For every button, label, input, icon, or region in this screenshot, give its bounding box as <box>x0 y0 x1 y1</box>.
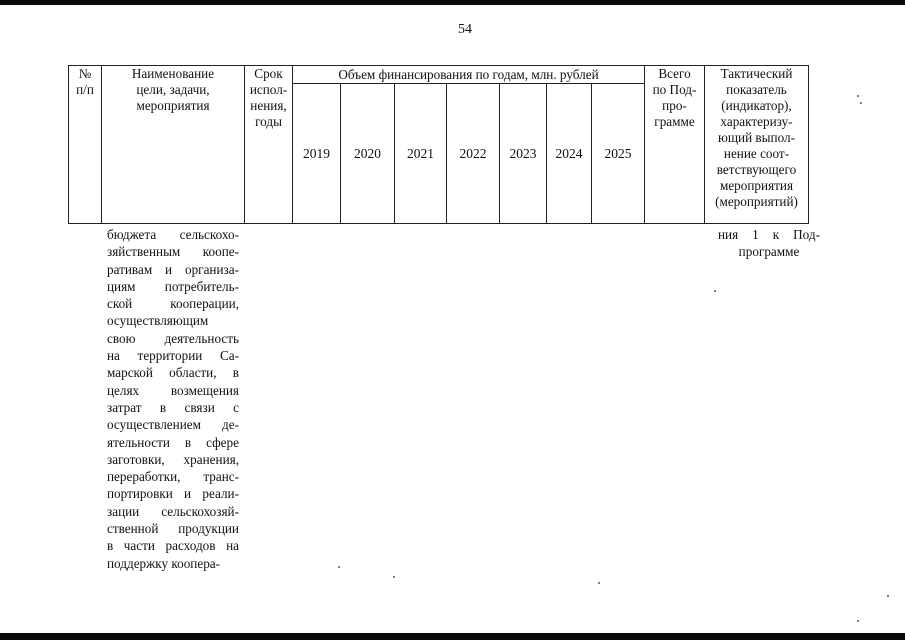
header-number: № п/п <box>69 66 102 224</box>
year-2020: 2020 <box>341 84 395 224</box>
scan-speck <box>714 290 716 292</box>
header-indicator: Тактический показатель (индикатор), характеризу- ющий выпол- нение соот- ветствующего мероприятия (мероприятий) <box>705 66 809 224</box>
scan-speck <box>857 620 859 622</box>
scan-speck <box>393 576 395 578</box>
bottom-border-bar <box>0 633 905 640</box>
header-total: Всего по Под- про- грамме <box>645 66 705 224</box>
year-2023: 2023 <box>500 84 547 224</box>
scan-speck <box>860 102 862 104</box>
program-table-header <box>68 65 809 224</box>
year-2022: 2022 <box>447 84 500 224</box>
header-funding-title: Объем финансирования по годам, млн. рублей <box>293 66 645 84</box>
scan-speck <box>598 582 600 584</box>
year-2019: 2019 <box>293 84 341 224</box>
scan-speck <box>887 595 889 597</box>
header-name: Наименование цели, задачи, мероприятия <box>102 66 245 224</box>
top-border-bar <box>0 0 905 5</box>
year-2025: 2025 <box>592 84 645 224</box>
year-2021: 2021 <box>395 84 447 224</box>
year-2024: 2024 <box>547 84 592 224</box>
page-number: 54 <box>458 22 472 37</box>
indicator-reference-continued: ния 1 к Под- программе <box>718 227 820 260</box>
scan-speck <box>857 95 859 97</box>
header-term: Срок испол- нения, годы <box>245 66 293 224</box>
measure-description-continued: бюджета сельскохо- зяйственным коопе- ративам и организа- циям потребитель- ской кооперации, осуществляющим свою деятельность на территории Са- марской области, в целях возмещения затрат в связи с осуществлением де- ятельности в сфере заготовки, хранения, переработки, транс- портировки и реали- зации сельскохозяй- ственной продукции в части расходов на поддержку коопера- <box>107 227 239 571</box>
scan-speck <box>338 566 340 568</box>
